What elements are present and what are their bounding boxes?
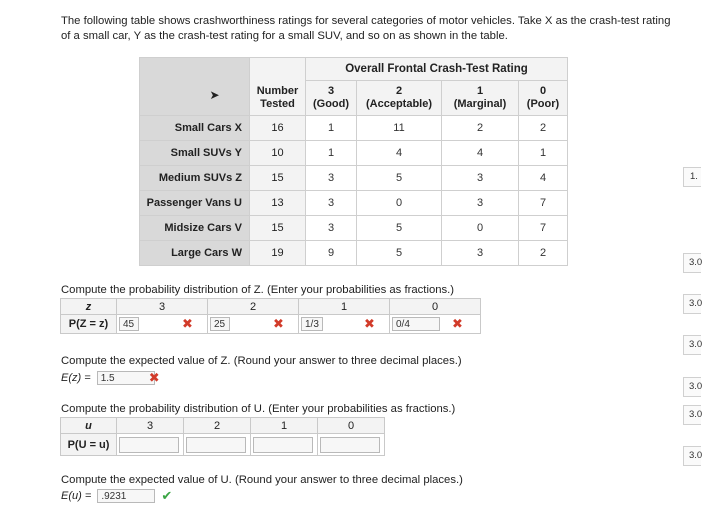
incorrect-x-icon: ✖ [452, 316, 463, 331]
table-row: Large Cars W 19 9 5 3 2 [140, 241, 568, 266]
number-tested-header: Number Tested [250, 81, 306, 116]
side-value: 3.0 [689, 381, 702, 392]
intro-text: The following table shows crashworthiness ratings for several categories of motor vehicles. Take X as the crash-test rating of a small car, Y as the crash-test rating for a small SUV, and so on as shown in the table. [61, 15, 671, 42]
number-tested-header-top [250, 58, 306, 81]
side-value: 3.0 [689, 257, 702, 268]
z-prob-input-2[interactable]: 25 [210, 317, 230, 331]
z-prob-input-1[interactable]: 1/3 [301, 317, 323, 331]
cursor-pointer-icon: ➤ [209, 87, 220, 102]
side-value: 3.0 [689, 298, 702, 309]
side-value: 3.0 [689, 450, 702, 461]
rating-col-3: 3 (Good) [306, 81, 357, 116]
row-label: Small SUVs Y [140, 141, 250, 166]
u-prob-input-2[interactable] [186, 437, 246, 453]
side-value: 3.0 [689, 339, 702, 350]
row-label: Midsize Cars V [140, 216, 250, 241]
table-row: Midsize Cars V 15 3 5 0 7 [140, 216, 568, 241]
table-row: Small Cars X 16 1 11 2 2 [140, 116, 568, 141]
rating-col-0: 0 (Poor) [519, 81, 568, 116]
row-label: Medium SUVs Z [140, 166, 250, 191]
crash-ratings-table [139, 57, 568, 266]
row-label: Large Cars W [140, 241, 250, 266]
question-z-distribution: Compute the probability distribution of Z. (Enter your probabilities as fractions.) [61, 284, 455, 296]
rating-col-2: 2 (Acceptable) [357, 81, 442, 116]
overall-rating-header: Overall Frontal Crash-Test Rating [306, 58, 568, 81]
table-row: Medium SUVs Z 15 3 5 3 4 [140, 166, 568, 191]
z-prob-input-0[interactable]: 0/4 [392, 317, 440, 331]
question-z-expected: Compute the expected value of Z. (Round your answer to three decimal places.) [61, 355, 462, 367]
rating-col-1: 1 (Marginal) [442, 81, 519, 116]
table-corner [140, 58, 250, 116]
side-value: 1. [690, 171, 698, 182]
row-label: Passenger Vans U [140, 191, 250, 216]
side-value: 3.0 [689, 409, 702, 420]
eu-answer-line: E(u) = .9231 ✔ [61, 488, 173, 503]
row-label: Small Cars X [140, 116, 250, 141]
incorrect-x-icon: ✖ [273, 316, 284, 331]
u-prob-input-0[interactable] [320, 437, 380, 453]
correct-check-icon: ✔ [161, 488, 173, 503]
incorrect-x-icon: ✖ [148, 370, 160, 385]
ez-answer-line: E(z) = 1.5 ✖ [61, 370, 160, 385]
z-prob-input-3[interactable]: 45 [119, 317, 139, 331]
incorrect-x-icon: ✖ [182, 316, 193, 331]
question-u-expected: Compute the expected value of U. (Round your answer to three decimal places.) [61, 474, 463, 486]
eu-input[interactable]: .9231 [97, 489, 155, 503]
ez-input[interactable]: 1.5 [97, 371, 155, 385]
table-row: Small SUVs Y 10 1 4 4 1 [140, 141, 568, 166]
table-row: Passenger Vans U 13 3 0 3 7 [140, 191, 568, 216]
u-prob-input-3[interactable] [119, 437, 179, 453]
question-u-distribution: Compute the probability distribution of U. (Enter your probabilities as fractions.) [61, 403, 456, 415]
incorrect-x-icon: ✖ [364, 316, 375, 331]
u-prob-input-1[interactable] [253, 437, 313, 453]
z-distribution-table: z 3 2 1 0 P(Z = z) 45 ✖ 25 ✖ 1/3 ✖ 0/4 ✖ [60, 298, 481, 334]
u-distribution-table: u 3 2 1 0 P(U = u) [60, 417, 385, 456]
